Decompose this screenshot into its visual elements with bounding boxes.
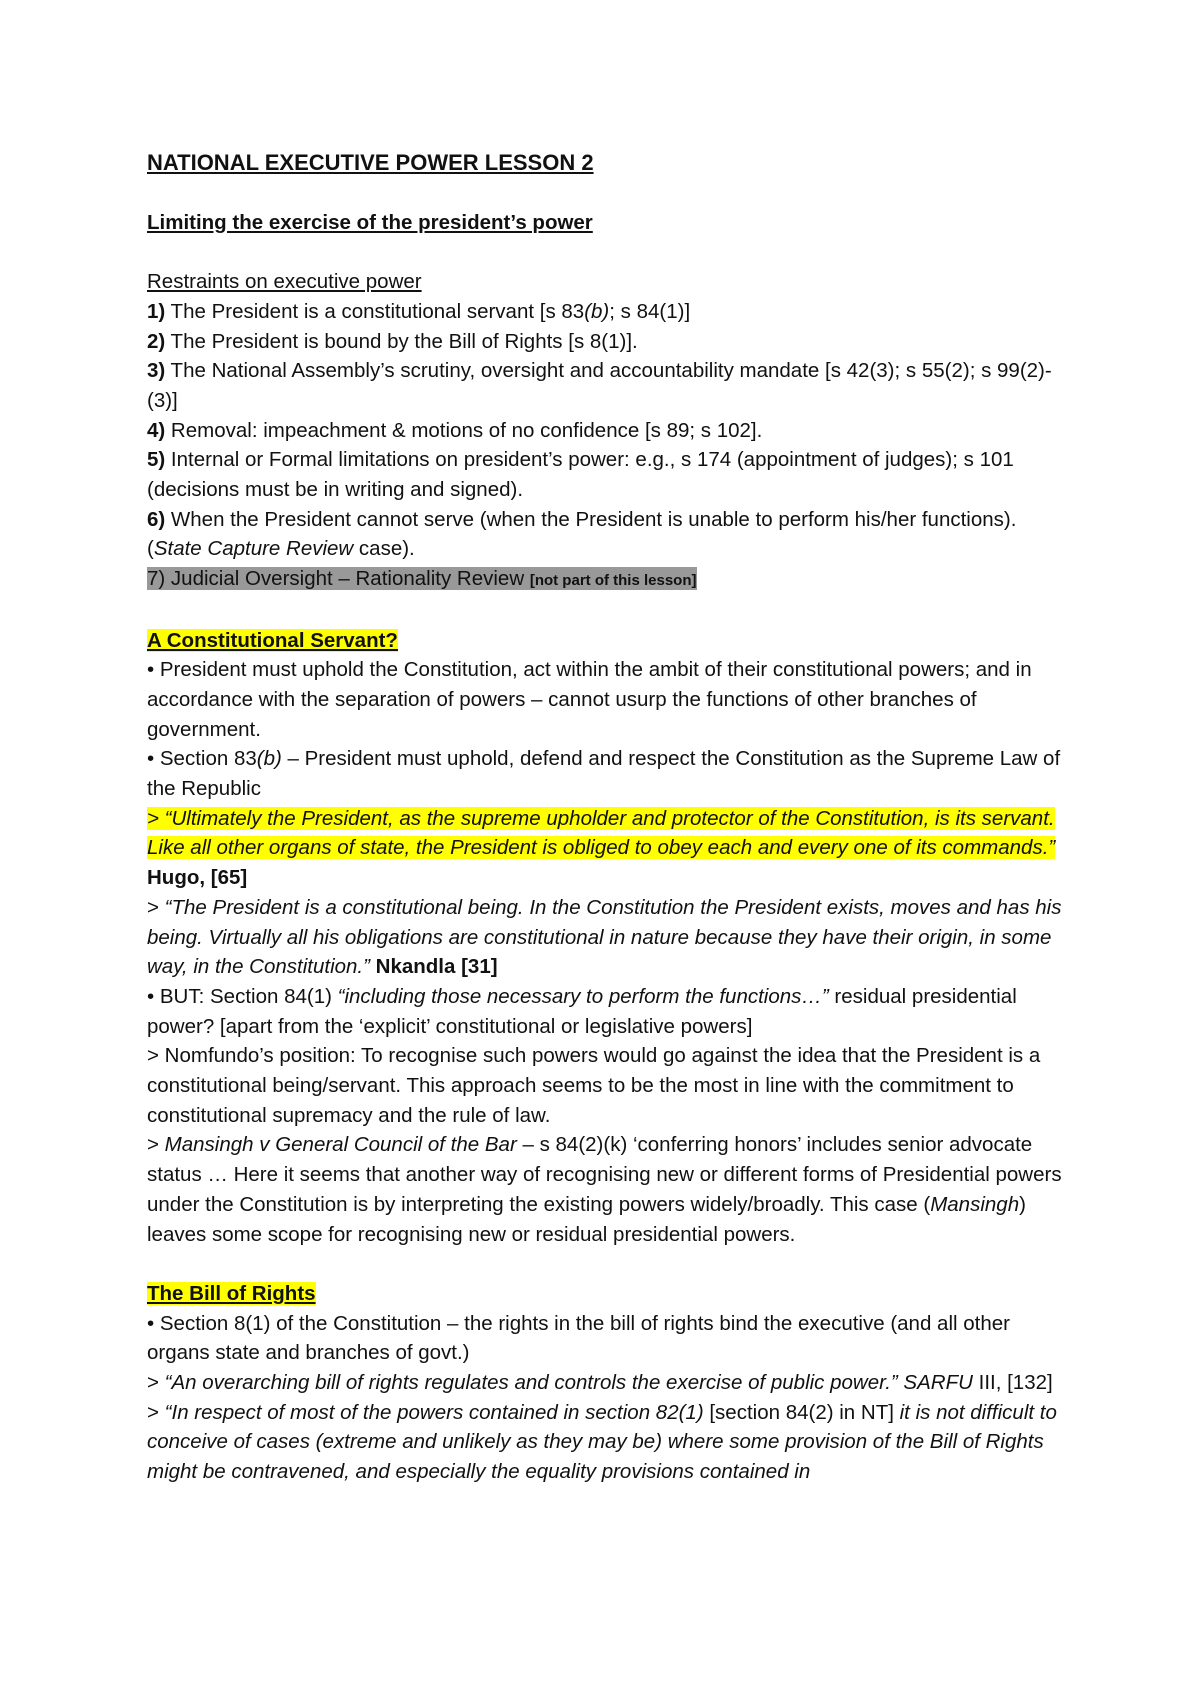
text: • Section 83 bbox=[147, 747, 257, 771]
paragraph: • President must uphold the Constitution, act within the ambit of their constitutional powers; and in accordance with the separation of powers – cannot usurp the functions of other branches of government. bbox=[147, 658, 1032, 741]
item-text: Removal: impeachment & motions of no confidence [s 89; s 102]. bbox=[165, 418, 763, 442]
paragraph bbox=[147, 982, 1067, 1041]
paragraph bbox=[147, 1130, 1067, 1249]
item-text-tail: case). bbox=[353, 537, 415, 561]
citation: III, [132] bbox=[972, 1371, 1053, 1395]
restraint-item-6 bbox=[147, 505, 1067, 564]
document-body bbox=[147, 148, 1067, 1487]
restraint-item-3 bbox=[147, 356, 1067, 415]
item-text: The National Assembly’s scrutiny, oversight and accountability mandate [s 42(3); s 55(2); s 99(2)-(3)] bbox=[147, 359, 1052, 412]
text: [section 84(2) in NT] bbox=[703, 1400, 900, 1424]
restraint-item-5 bbox=[147, 445, 1067, 504]
text: > bbox=[147, 895, 165, 919]
text: > bbox=[147, 1133, 165, 1157]
item-text-italic: State Capture Review bbox=[153, 537, 354, 561]
item-number: 6) bbox=[147, 507, 166, 531]
spacer bbox=[147, 1249, 1067, 1279]
quote-section-82 bbox=[147, 1398, 1067, 1487]
highlighted-item bbox=[147, 567, 697, 590]
item-number: 3) bbox=[147, 359, 166, 383]
case-name: Mansingh v General Council of the Bar bbox=[164, 1133, 517, 1157]
item-number: 1) bbox=[147, 299, 166, 323]
quote-text: “The President is a constitutional being. In the Constitution the President exists, moves and has his being. Virtually all his obligations are constitutional in nature because they have their origin, in some way, in the Constitution.” bbox=[147, 895, 1062, 979]
citation: Nkandla [31] bbox=[369, 955, 498, 979]
item-text: When the President cannot serve (when the President is unable to perform his/her functions). ( bbox=[147, 507, 1017, 561]
quote-text: it is not difficult to conceive of cases (extreme and unlikely as they may be) where some provision of the Bill of Rights might be contravened, and especially the equality provisions contained in bbox=[147, 1400, 1057, 1484]
restraint-item-2 bbox=[147, 327, 1067, 357]
restraints-heading: Restraints on executive power bbox=[147, 270, 422, 294]
case-name: Mansingh bbox=[930, 1192, 1020, 1216]
document-title: NATIONAL EXECUTIVE POWER LESSON 2 bbox=[147, 150, 594, 175]
constitutional-servant-heading bbox=[147, 626, 1067, 656]
text-italic: “including those necessary to perform the functions…” bbox=[337, 984, 829, 1008]
quote-nkandla bbox=[147, 893, 1067, 982]
item-text: The President is bound by the Bill of Rights [s 8(1)]. bbox=[165, 329, 638, 353]
item-number: 5) bbox=[147, 448, 166, 472]
paragraph: > Nomfundo’s position: To recognise such powers would go against the idea that the President is a constitutional being/servant. This approach seems to be the most in line with the commitment to constitutional supremacy and the rule of law. bbox=[147, 1044, 1041, 1127]
item-text-tail: ; s 84(1)] bbox=[609, 299, 691, 323]
item-text: Internal or Formal limitations on president’s power: e.g., s 174 (appointment of judges); s 101 (decisions must be in writing and signed). bbox=[147, 448, 1014, 502]
text: > bbox=[147, 1400, 165, 1424]
text: ) leaves some scope for recognising new or residual presidential powers. bbox=[147, 1192, 1026, 1246]
citation: Hugo, [65] bbox=[147, 866, 248, 890]
text-italic: (b) bbox=[256, 747, 282, 771]
item-text: The President is a constitutional servant [s 83 bbox=[165, 299, 585, 323]
highlighted-quote: > “Ultimately the President, as the supreme upholder and protector of the Constitution, is its servant. Like all other organs of state, the President is obliged to obey each and every one of its commands.” bbox=[147, 806, 1056, 860]
text: • BUT: Section 84(1) bbox=[147, 984, 338, 1008]
text: residual presidential power? [apart from the ‘explicit’ constitutional or legislative powers] bbox=[147, 984, 1017, 1038]
text: – s 84(2)(k) ‘conferring honors’ includes senior advocate status … Here it seems that another way of recognising new or different forms of Presidential powers under the Constitution is by interpreting the existing powers widely/broadly. This case ( bbox=[147, 1133, 1062, 1216]
paragraph: • Section 8(1) of the Constitution – the rights in the bill of rights bind the executive (and all other organs state and branches of govt.) bbox=[147, 1311, 1010, 1365]
item-number: 4) bbox=[147, 418, 166, 442]
heading-text: The Bill of Rights bbox=[147, 1281, 316, 1305]
section-subtitle: Limiting the exercise of the president’s power bbox=[147, 210, 593, 234]
text: – President must uphold, defend and respect the Constitution as the Supreme Law of the Republic bbox=[147, 747, 1061, 801]
item-number: 2) bbox=[147, 329, 166, 353]
item-text-italic: (b) bbox=[584, 299, 610, 323]
restraint-item-4 bbox=[147, 416, 1067, 446]
case-name: SARFU bbox=[897, 1371, 973, 1395]
item-text: 7) Judicial Oversight – Rationality Review bbox=[147, 567, 530, 591]
bill-of-rights-heading bbox=[147, 1279, 1067, 1309]
heading-text: A Constitutional Servant? bbox=[147, 628, 398, 652]
paragraph bbox=[147, 744, 1067, 803]
quote-hugo bbox=[147, 804, 1067, 893]
spacer bbox=[147, 596, 1067, 626]
item-note: [not part of this lesson] bbox=[529, 572, 697, 590]
quote-text: “An overarching bill of rights regulates and controls the exercise of public power.” bbox=[164, 1371, 898, 1395]
quote-text: “In respect of most of the powers contained in section 82(1) bbox=[164, 1400, 704, 1424]
text: > bbox=[147, 1371, 165, 1395]
restraint-item-1 bbox=[147, 297, 1067, 327]
restraint-item-7 bbox=[147, 564, 1067, 596]
quote-sarfu bbox=[147, 1368, 1067, 1398]
